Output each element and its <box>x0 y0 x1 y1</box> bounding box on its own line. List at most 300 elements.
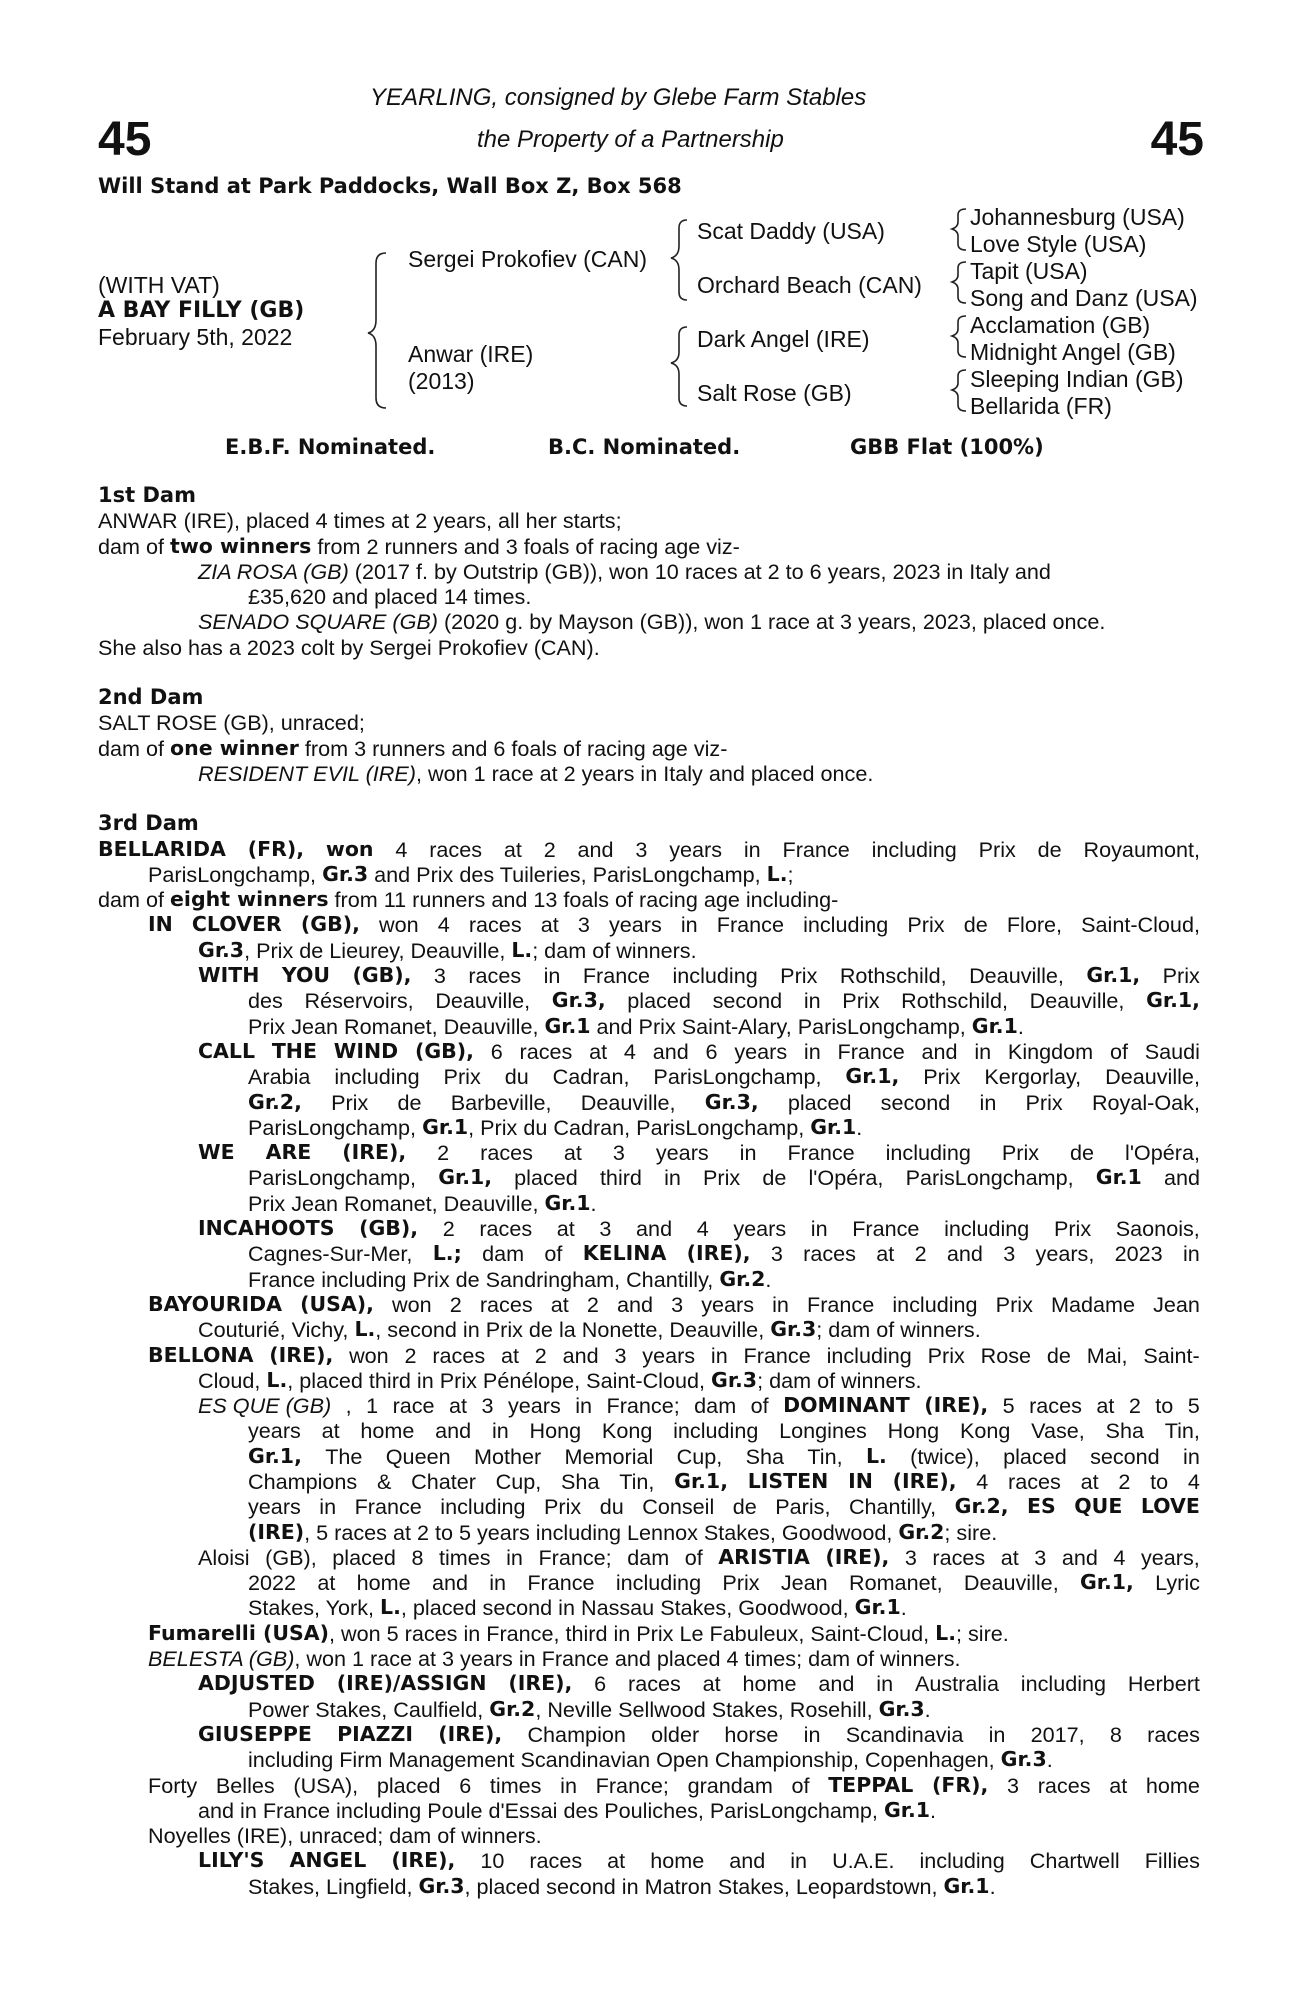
text-run: 6 <box>594 1671 607 1697</box>
text-run: at <box>1096 1393 1115 1419</box>
text-run: including <box>673 1418 759 1444</box>
bold-text: L. <box>354 1317 376 1342</box>
text-run: dam <box>694 1393 737 1419</box>
text-run: (2017 f. by Outstrip (GB)), won 10 races at 2 to 6 years, 2023 in Italy and <box>348 558 1051 584</box>
text-run: France; <box>606 1393 680 1419</box>
text-run: races <box>429 836 483 862</box>
text-line <box>98 685 1200 710</box>
text-run: times <box>489 1772 542 1798</box>
bold-text: Gr.1 <box>971 1013 1018 1038</box>
text-run: Sha <box>745 1443 785 1469</box>
text-run: in <box>739 1140 757 1166</box>
text-run: Cloud, <box>198 1367 267 1393</box>
text-run: years <box>655 1140 709 1166</box>
text-run: Aloisi <box>198 1544 250 1570</box>
text-run: in <box>491 1418 509 1444</box>
text-run: Chartwell <box>1029 1848 1120 1874</box>
text-run: including <box>885 1140 971 1166</box>
text-run: in <box>979 1089 997 1115</box>
bold-text: BAYOURIDA <box>148 1291 283 1316</box>
bold-text: L. <box>266 1367 288 1392</box>
text-run: Réservoirs, <box>304 988 414 1014</box>
text-run: (twice), <box>910 1443 980 1469</box>
text-run: (GB), <box>265 1544 317 1570</box>
bold-text: (IRE), <box>342 1140 407 1165</box>
text-run: Cagnes-Sur-Mer, <box>248 1241 413 1267</box>
text-run: placed <box>1003 1443 1067 1469</box>
text-run: in <box>876 1671 894 1697</box>
text-run: Sha <box>1105 1418 1144 1444</box>
pedigree-dam-year: (2013) <box>408 368 475 394</box>
text-line <box>98 862 1200 887</box>
bold-text: BELLONA <box>148 1342 254 1367</box>
text-run: home <box>742 1671 797 1697</box>
text-run: France <box>716 912 784 938</box>
text-run: , won 1 race at 3 years in France and placed 4 times; dam of winners. <box>294 1646 961 1672</box>
text-run: 3 <box>481 1393 494 1419</box>
text-run: Deauville, <box>969 963 1064 989</box>
text-run: races <box>479 1216 533 1242</box>
text-run: 8 <box>411 1544 424 1570</box>
text-run: 2 <box>449 1291 462 1317</box>
text-run: de <box>963 912 988 938</box>
text-run: years <box>734 1038 788 1064</box>
text-run: in <box>1183 1443 1200 1469</box>
text-run: including <box>944 1216 1030 1242</box>
pedigree-dam: Anwar (IRE) <box>408 341 534 367</box>
text-run: 8 <box>1109 1721 1122 1747</box>
text-run: races <box>1037 1772 1091 1798</box>
text-run: 1 <box>366 1393 379 1419</box>
text-run: The <box>325 1443 363 1469</box>
text-run: from 11 runners and 13 foals of racing age including- <box>328 887 839 913</box>
text-run: in <box>772 1291 789 1317</box>
text-run: Chantilly, <box>848 1494 937 1520</box>
text-line <box>98 1444 1200 1469</box>
text-run: in <box>743 836 761 862</box>
text-run: in <box>803 1038 821 1064</box>
text-run: des <box>248 988 283 1014</box>
bold-text: CLOVER <box>191 912 282 937</box>
bold-text: (IRE), <box>825 1544 890 1569</box>
text-run: Prix <box>722 1570 760 1596</box>
text-run: Champions <box>248 1468 358 1494</box>
foaling-date: February 5th, 2022 <box>98 324 293 350</box>
text-run: Prix Jean Romanet, Deauville, <box>248 1190 545 1216</box>
text-run: years <box>733 1216 787 1242</box>
text-line <box>98 1216 1200 1241</box>
text-run: ParisLongchamp, <box>905 1165 1074 1191</box>
text-run: Power Stakes, Caulfield, <box>248 1696 490 1722</box>
bold-text: Gr.1, <box>1146 988 1200 1013</box>
text-run: France including Prix de Sandringham, Chantilly, <box>248 1266 720 1292</box>
text-run: in <box>664 1165 681 1191</box>
bold-text: Gr.2 <box>898 1519 945 1544</box>
text-run: ; dam of winners. <box>532 937 697 963</box>
ebf-nomination: E.B.F. Nominated. <box>225 435 436 459</box>
text-run: , won 1 race at 2 years in Italy and placed once. <box>415 760 874 786</box>
bold-text: ARE <box>265 1140 312 1165</box>
text-line <box>98 1115 1200 1140</box>
text-line <box>98 1418 1200 1443</box>
text-run: at <box>563 1140 582 1166</box>
text-run: including <box>803 912 889 938</box>
text-run: horse <box>724 1721 779 1747</box>
text-run: race <box>392 1393 435 1419</box>
pedigree-sire-dam: Orchard Beach (CAN) <box>697 272 922 298</box>
bold-text: Gr.3 <box>1000 1747 1047 1772</box>
text-run: 4 <box>1187 1468 1200 1494</box>
text-line <box>98 1773 1200 1798</box>
text-run: 4 <box>437 912 450 938</box>
bold-text: won <box>325 836 374 861</box>
text-run: and <box>435 1418 472 1444</box>
text-line <box>98 1494 1200 1519</box>
text-run: at <box>540 912 559 938</box>
text-run: Prix <box>1053 1216 1092 1242</box>
text-run: Prix <box>443 1064 481 1090</box>
text-run: de <box>1046 1342 1071 1368</box>
text-run: 3 <box>577 912 590 938</box>
text-run: and Prix Saint-Alary, ParisLongchamp, <box>590 1013 972 1039</box>
horse-name: A BAY FILLY (GB) <box>98 298 305 323</box>
bold-text: (GB), <box>414 1038 474 1063</box>
bold-text: WE <box>198 1140 235 1165</box>
text-run: and Prix des Tuileries, ParisLongchamp, <box>368 861 767 887</box>
text-run: Vase, <box>1031 1418 1085 1444</box>
text-run: Prix <box>331 1089 369 1115</box>
text-run: dam <box>627 1544 670 1570</box>
bold-text: (GB), <box>359 1216 419 1241</box>
text-run: Kingdom <box>1007 1038 1094 1064</box>
text-run: Royal-Oak, <box>1091 1089 1200 1115</box>
text-run: l'Opéra, <box>1125 1140 1200 1166</box>
bold-text: CALL <box>198 1038 256 1063</box>
text-run: Royaumont, <box>1083 836 1200 862</box>
pedigree-dam-dam: Salt Rose (GB) <box>697 380 852 406</box>
bold-text: ADJUSTED <box>198 1671 315 1696</box>
bold-text: LISTEN <box>747 1468 829 1493</box>
text-run: Scandinavia <box>845 1721 964 1747</box>
bold-text: L. <box>935 1620 957 1645</box>
text-run: Saonois, <box>1115 1216 1200 1242</box>
text-run: second <box>712 988 783 1014</box>
text-line <box>98 1671 1200 1696</box>
text-run: dam of <box>98 887 171 913</box>
bracket-sd <box>952 262 966 303</box>
text-run: third <box>599 1165 642 1191</box>
text-run: Prix <box>703 1165 741 1191</box>
pedigree-sire: Sergei Prokofiev (CAN) <box>408 246 648 272</box>
bracket-sire <box>671 220 687 300</box>
text-run: (USA), <box>293 1772 359 1798</box>
text-run: at <box>1000 1544 1019 1570</box>
text-run: including Firm Management Scandinavian Open Championship, Copenhagen, <box>248 1747 1001 1773</box>
bracket-dd <box>952 370 966 411</box>
text-run: 2 <box>1128 1393 1141 1419</box>
text-run: . <box>989 1873 996 1899</box>
text-run: 3 <box>1034 1544 1047 1570</box>
bold-text: (FR), <box>931 1772 989 1797</box>
text-run: de <box>732 1494 757 1520</box>
text-run: at <box>321 1418 340 1444</box>
bold-text: ANGEL <box>289 1848 367 1873</box>
bold-text: WITH <box>198 963 260 988</box>
text-run: placed <box>376 1772 441 1798</box>
text-run: and <box>946 1241 983 1267</box>
text-run: times <box>438 1544 491 1570</box>
text-run: 10 <box>480 1848 505 1874</box>
bold-text: (IRE)/ASSIGN <box>336 1671 487 1696</box>
text-line <box>98 1191 1200 1216</box>
text-run: at <box>589 1038 608 1064</box>
text-run: home <box>356 1570 411 1596</box>
text-run: 3 <box>1003 1241 1016 1267</box>
text-run: and <box>818 1671 855 1697</box>
section-gap <box>98 660 1200 685</box>
bold-text: (IRE), <box>892 1468 957 1493</box>
text-line <box>98 1722 1200 1747</box>
text-run: including <box>440 1494 526 1520</box>
bold-text: PIAZZI <box>337 1721 414 1746</box>
text-run: France <box>527 1570 595 1596</box>
text-line <box>98 761 1200 786</box>
lot-number-left: 45 <box>98 113 152 166</box>
text-run: 3 <box>433 963 446 989</box>
text-run: races <box>468 912 522 938</box>
text-run: and <box>652 1038 689 1064</box>
text-run: of <box>750 1393 769 1419</box>
text-line <box>98 1520 1200 1545</box>
bold-text: DOMINANT <box>783 1393 910 1418</box>
text-run: £35,620 and placed 14 times. <box>248 584 532 610</box>
text-run: Cup, <box>676 1443 723 1469</box>
text-run: 4 <box>976 1468 989 1494</box>
bold-text: (IRE), <box>438 1721 503 1746</box>
text-line <box>98 710 1200 735</box>
text-run: Deauville, <box>1029 988 1125 1014</box>
text-run: races <box>628 1671 681 1697</box>
text-line <box>98 1823 1200 1848</box>
bold-text: (USA), <box>300 1291 374 1316</box>
text-line <box>98 1165 1200 1190</box>
text-run: of <box>1109 1038 1128 1064</box>
text-line <box>98 1064 1200 1089</box>
text-line <box>98 483 1200 508</box>
text-run: in <box>506 1544 523 1570</box>
text-run: 3 <box>770 1241 783 1267</box>
text-run: Hong <box>887 1418 940 1444</box>
text-run: and <box>729 1848 766 1874</box>
text-run: ; <box>787 861 794 887</box>
text-line <box>98 584 1200 609</box>
text-run: France <box>582 963 651 989</box>
bold-text: L. <box>380 1595 401 1620</box>
text-run: 2 <box>1118 1468 1131 1494</box>
text-run: , 5 races at 2 to 5 years including Lennox Stakes, Goodwood, <box>304 1519 899 1545</box>
text-run: years, <box>1140 1544 1200 1570</box>
gbb-flat: GBB Flat (100%) <box>850 435 1044 459</box>
text-run: 3 <box>612 1140 625 1166</box>
pedigree-dam-sire: Dark Angel (IRE) <box>697 326 870 352</box>
bold-text: Gr.1, <box>438 1165 493 1190</box>
text-run: ; sire. <box>944 1519 998 1545</box>
pedigree-ddd: Bellarida (FR) <box>970 393 1112 419</box>
text-line <box>98 938 1200 963</box>
text-run: and <box>1061 1544 1098 1570</box>
bold-text: two winners <box>170 533 312 558</box>
text-run: at <box>556 1216 575 1242</box>
bold-text: (IRE), <box>269 1342 334 1367</box>
text-run: Saudi <box>1144 1038 1200 1064</box>
text-run: . <box>1046 1747 1053 1773</box>
text-line <box>98 508 1200 533</box>
text-run: Prix <box>1025 1089 1063 1115</box>
text-run: Paris, <box>775 1494 831 1520</box>
bold-text: Gr.1, <box>674 1468 728 1493</box>
text-run: 3 <box>614 1342 627 1368</box>
bold-text: BELLARIDA <box>98 836 226 861</box>
bold-text: (GB), <box>300 912 360 937</box>
text-run: Prix Jean Romanet, Deauville, <box>248 1013 545 1039</box>
text-run: 2022 <box>248 1570 297 1596</box>
text-run: at <box>1109 1772 1128 1798</box>
pedigree-sire-sire: Scat Daddy (USA) <box>697 218 885 244</box>
bold-text: GIUSEPPE <box>198 1721 312 1746</box>
text-line <box>98 887 1200 912</box>
text-run: . <box>924 1696 931 1722</box>
text-run: Rothschild, <box>901 988 1008 1014</box>
text-run: ; dam of winners. <box>816 1317 981 1343</box>
bold-text: L. <box>766 861 788 886</box>
text-run: Prix <box>1162 963 1200 989</box>
text-line <box>98 1747 1200 1772</box>
text-run: dam <box>482 1241 525 1267</box>
text-run: in <box>575 1393 593 1419</box>
section-gap <box>98 786 1200 811</box>
text-run: including <box>1020 1671 1107 1697</box>
text-run: du <box>599 1494 624 1520</box>
bold-text: Gr.1, <box>1079 1570 1134 1595</box>
text-run: at <box>876 1241 895 1267</box>
text-run: . <box>765 1266 772 1292</box>
text-run: from 2 runners and 3 foals of racing age viz- <box>311 533 740 559</box>
bold-text: Gr.1, <box>248 1443 302 1468</box>
text-run: including <box>826 1342 912 1368</box>
text-run: Sha <box>561 1468 600 1494</box>
text-run: ParisLongchamp, <box>148 861 323 887</box>
text-run: Deauville, <box>963 1570 1059 1596</box>
text-run: 4 <box>395 836 408 862</box>
text-run: Madame <box>1050 1291 1135 1317</box>
text-run: placed <box>787 1089 852 1115</box>
text-run: won <box>349 1342 389 1368</box>
catalogue-body <box>98 483 1200 1899</box>
text-run: Saint-Cloud, <box>1081 912 1200 938</box>
text-run: Rose <box>980 1342 1032 1368</box>
text-run: . <box>590 1190 597 1216</box>
bold-text: INCAHOOTS <box>198 1216 335 1241</box>
text-run: placed <box>514 1165 578 1191</box>
text-run: Romanet, <box>848 1570 943 1596</box>
text-run: of <box>684 1544 703 1570</box>
text-run: Conseil <box>642 1494 715 1520</box>
text-run: de <box>397 1089 422 1115</box>
text-run: in <box>803 1721 821 1747</box>
text-run: at <box>500 1342 519 1368</box>
pedigree-ssd: Love Style (USA) <box>970 231 1147 257</box>
text-run: France <box>807 1291 875 1317</box>
text-line <box>98 963 1200 988</box>
text-run: 3 <box>635 836 648 862</box>
text-line <box>98 635 1200 660</box>
bold-text: Gr.1 <box>1095 1165 1142 1190</box>
bold-text: Gr.1 <box>943 1873 990 1898</box>
text-run: Couturié, Vichy, <box>198 1317 355 1343</box>
section-heading: 3rd Dam <box>98 811 199 836</box>
text-run: France <box>782 836 850 862</box>
text-run: at <box>1080 1468 1099 1494</box>
text-run: Prix <box>978 836 1016 862</box>
text-run: in <box>680 912 698 938</box>
text-run: of <box>791 1772 810 1798</box>
bold-text: Gr.2 <box>489 1696 536 1721</box>
text-run: years <box>642 1342 696 1368</box>
text-run: in <box>543 963 561 989</box>
text-run: , <box>345 1393 352 1419</box>
bold-text: Gr.3 <box>418 1873 465 1898</box>
text-line <box>98 534 1200 559</box>
text-run: in <box>803 988 821 1014</box>
bold-text: Gr.3 <box>711 1367 758 1392</box>
text-run: Tin, <box>1164 1418 1200 1444</box>
text-run: 6 <box>705 1038 718 1064</box>
text-run: Stakes, York, <box>248 1595 381 1621</box>
text-run: ParisLongchamp, <box>248 1114 423 1140</box>
pedigree-sss: Johannesburg (USA) <box>970 204 1185 230</box>
text-line <box>98 1848 1200 1873</box>
text-run: Kong <box>601 1418 653 1444</box>
text-run: in <box>988 1721 1006 1747</box>
text-run: France <box>743 1342 811 1368</box>
text-run: years <box>669 836 723 862</box>
bc-nomination: B.C. Nominated. <box>548 435 741 459</box>
bold-text: ARISTIA <box>718 1544 810 1569</box>
text-run: Kergorlay, <box>984 1064 1082 1090</box>
text-run: 2 <box>586 1291 599 1317</box>
text-run: SALT ROSE (GB), unraced; <box>98 710 365 736</box>
text-run: France <box>354 1494 422 1520</box>
bold-text: (GB), <box>352 963 412 988</box>
text-run: ParisLongchamp, <box>653 1064 822 1090</box>
bold-text: Gr.1 <box>544 1013 591 1038</box>
text-run: . <box>930 1797 937 1823</box>
bold-text: Gr.2 <box>719 1266 766 1291</box>
text-run: Prix <box>995 1291 1033 1317</box>
text-run: Chater <box>411 1468 476 1494</box>
text-line <box>98 559 1200 584</box>
text-run: and <box>562 1342 599 1368</box>
bold-text: THE <box>271 1038 317 1063</box>
text-run: Kong <box>959 1418 1011 1444</box>
text-run: 5 <box>1187 1393 1200 1419</box>
bold-text: WIND <box>333 1038 399 1063</box>
text-run: and <box>431 1570 468 1596</box>
bold-text: Gr.2, <box>954 1494 1009 1519</box>
text-line <box>98 736 1200 761</box>
text-run: 2023 <box>1114 1241 1163 1267</box>
bold-text: Gr.1 <box>854 1595 901 1620</box>
